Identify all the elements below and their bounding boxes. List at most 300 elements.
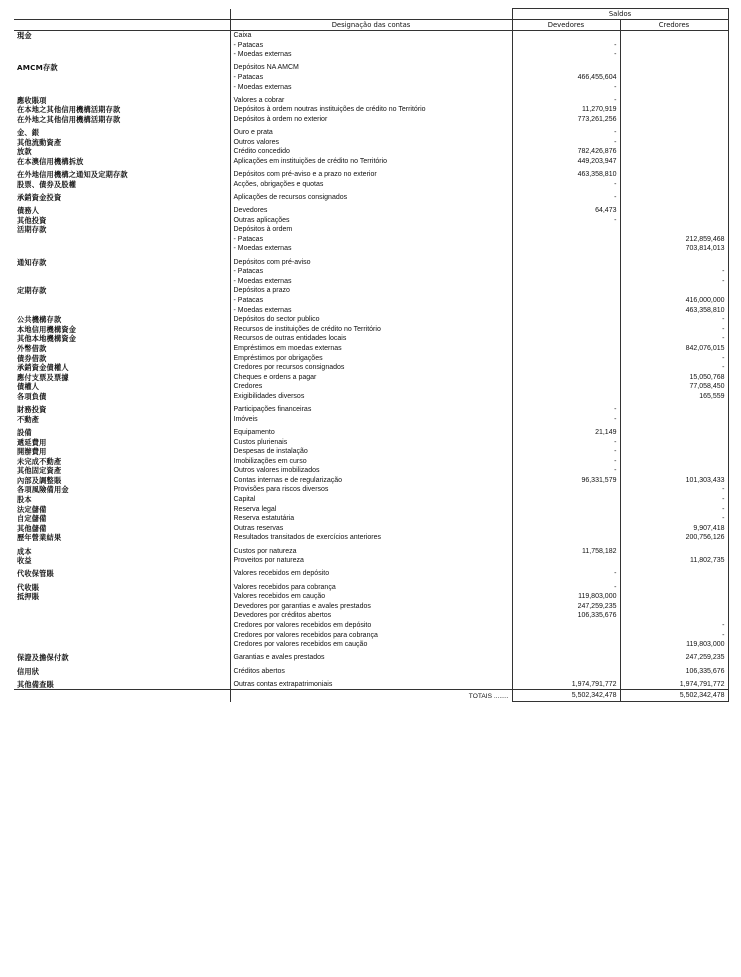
- account-name-zh: [14, 73, 230, 83]
- devedores-value: 64,473: [512, 206, 620, 216]
- account-name-zh: 外幣借款: [17, 343, 47, 353]
- account-name-pt: Recursos de instituições de crédito no Território: [230, 325, 512, 335]
- credores-value: [620, 438, 728, 448]
- devedores-value: 106,335,676: [512, 611, 620, 621]
- credores-value: 77,058,450: [620, 382, 728, 392]
- credores-value: [620, 41, 728, 51]
- devedores-value: [512, 354, 620, 364]
- credores-value: 416,000,000: [620, 296, 728, 306]
- devedores-value: [512, 334, 620, 344]
- account-name-pt: Capital: [230, 495, 512, 505]
- account-name-pt: Depósitos com pré-aviso: [230, 258, 512, 268]
- devedores-value: -: [512, 180, 620, 190]
- account-name-pt: Créditos abertos: [230, 667, 512, 677]
- account-name-pt: Crédito concedido: [230, 147, 512, 157]
- account-name-pt: - Patacas: [230, 41, 512, 51]
- credores-value: 119,803,000: [620, 640, 728, 650]
- account-name-pt: Aplicações de recursos consignados: [230, 193, 512, 203]
- account-name-pt: Credores por valores recebidos para cobrança: [230, 631, 512, 641]
- account-name-zh: 設備: [17, 427, 32, 437]
- account-name-zh: 債券借款: [17, 353, 47, 363]
- credores-value: [620, 428, 728, 438]
- devedores-value: [512, 315, 620, 325]
- account-name-pt: - Patacas: [230, 267, 512, 277]
- credores-value: 247,259,235: [620, 653, 728, 663]
- credores-header: Credores: [620, 20, 728, 31]
- credores-value: [620, 415, 728, 425]
- account-name-pt: Reserva estatutária: [230, 514, 512, 524]
- table-row: [14, 428, 728, 438]
- table-row: [14, 354, 728, 364]
- account-name-pt: Caixa: [230, 31, 512, 41]
- account-name-pt: Imóveis: [230, 415, 512, 425]
- account-name-zh: 未完成不動產: [17, 456, 62, 466]
- devedores-value: [512, 533, 620, 543]
- credores-value: [620, 286, 728, 296]
- devedores-value: [512, 485, 620, 495]
- account-name-pt: Credores por recursos consignados: [230, 363, 512, 373]
- devedores-value: -: [512, 405, 620, 415]
- table-row: [14, 170, 728, 180]
- table-row: [14, 96, 728, 106]
- account-name-zh: 其他備查賬: [17, 679, 54, 689]
- account-name-pt: - Moedas externas: [230, 83, 512, 93]
- account-name-zh: 代收賬: [17, 582, 40, 592]
- account-name-pt: Aplicações em instituições de crédito no Território: [230, 157, 512, 167]
- table-row: [14, 621, 728, 631]
- table-row: [14, 296, 728, 306]
- table-row: [14, 363, 728, 373]
- account-name-zh: 其他投資: [17, 215, 47, 225]
- account-name-pt: Depósitos à ordem no exterior: [230, 115, 512, 125]
- credores-value: [620, 73, 728, 83]
- account-name-pt: Despesas de instalação: [230, 447, 512, 457]
- table-row: [14, 476, 728, 486]
- credores-value: -: [620, 267, 728, 277]
- table-row: [14, 31, 728, 41]
- credores-value: 842,076,015: [620, 344, 728, 354]
- credores-value: 101,303,433: [620, 476, 728, 486]
- designacao-header: Designação das contas: [230, 20, 512, 31]
- credores-value: -: [620, 325, 728, 335]
- credores-value: [620, 569, 728, 579]
- account-name-zh: 抵押賬: [17, 592, 40, 602]
- credores-value: 15,050,768: [620, 373, 728, 383]
- table-row: [14, 438, 728, 448]
- table-row: [14, 505, 728, 515]
- account-name-zh: 代收保管賬: [17, 569, 54, 579]
- credores-value: [620, 128, 728, 138]
- devedores-value: -: [512, 216, 620, 226]
- credores-value: [620, 611, 728, 621]
- account-name-pt: Empréstimos por obrigações: [230, 354, 512, 364]
- account-name-zh: AMCM存款: [17, 63, 58, 73]
- account-name-zh: [14, 611, 230, 621]
- account-name-pt: Credores por valores recebidos em caução: [230, 640, 512, 650]
- credores-value: -: [620, 621, 728, 631]
- account-name-pt: Outros valores imobilizados: [230, 466, 512, 476]
- credores-value: -: [620, 334, 728, 344]
- account-name-zh: 承銷資金債權人: [17, 363, 69, 373]
- account-name-zh: [14, 631, 230, 641]
- devedores-value: [512, 31, 620, 41]
- table-row: [14, 193, 728, 203]
- table-row: [14, 405, 728, 415]
- table-row: [14, 115, 728, 125]
- account-name-pt: Depósitos do sector publico: [230, 315, 512, 325]
- credores-value: 200,756,126: [620, 533, 728, 543]
- devedores-value: [512, 286, 620, 296]
- credores-value: 463,358,810: [620, 306, 728, 316]
- credores-value: 165,559: [620, 392, 728, 402]
- credores-value: [620, 138, 728, 148]
- account-name-zh: [14, 621, 230, 631]
- account-name-zh: 各項風險備用金: [17, 485, 69, 495]
- account-name-zh: 活期存款: [17, 225, 47, 235]
- devedores-value: 247,259,235: [512, 602, 620, 612]
- account-name-pt: - Moedas externas: [230, 306, 512, 316]
- account-name-pt: Acções, obrigações e quotas: [230, 180, 512, 190]
- account-name-pt: Credores: [230, 382, 512, 392]
- devedores-value: [512, 556, 620, 566]
- account-name-pt: Custos plurienais: [230, 438, 512, 448]
- table-row: [14, 495, 728, 505]
- account-name-zh: [14, 235, 230, 245]
- credores-value: [620, 583, 728, 593]
- table-row: [14, 258, 728, 268]
- account-name-pt: Outros valores: [230, 138, 512, 148]
- account-name-zh: 信用狀: [17, 666, 40, 676]
- table-row: [14, 50, 728, 60]
- table-row: [14, 235, 728, 245]
- devedores-header: Devedores: [512, 20, 620, 31]
- devedores-value: -: [512, 457, 620, 467]
- table-row: [14, 147, 728, 157]
- account-name-zh: 收益: [17, 556, 32, 566]
- table-row: [14, 680, 728, 690]
- table-row: [14, 277, 728, 287]
- table-row: [14, 225, 728, 235]
- account-name-pt: Depósitos com pré-aviso e a prazo no exterior: [230, 170, 512, 180]
- account-name-pt: Contas internas e de regularização: [230, 476, 512, 486]
- account-name-pt: - Patacas: [230, 73, 512, 83]
- account-name-zh: 不動產: [17, 414, 40, 424]
- account-name-zh: 成本: [17, 546, 32, 556]
- account-name-pt: - Patacas: [230, 296, 512, 306]
- devedores-value: [512, 363, 620, 373]
- account-name-zh: 通知存款: [17, 257, 47, 267]
- account-name-zh: 應收賬項: [17, 95, 47, 105]
- account-name-zh: 內部及調整賬: [17, 475, 62, 485]
- credores-value: [620, 180, 728, 190]
- ledger-body: [14, 31, 728, 690]
- table-row: [14, 128, 728, 138]
- devedores-value: -: [512, 138, 620, 148]
- credores-value: [620, 193, 728, 203]
- devedores-value: -: [512, 583, 620, 593]
- account-name-zh: 債權人: [17, 382, 40, 392]
- account-name-pt: Devedores: [230, 206, 512, 216]
- totals-row: [14, 690, 728, 702]
- account-name-zh: 開辦費用: [17, 447, 47, 457]
- credores-value: [620, 115, 728, 125]
- table-row: [14, 267, 728, 277]
- account-name-pt: Valores recebidos em caução: [230, 592, 512, 602]
- credores-value: [620, 592, 728, 602]
- totals-devedores: 5,502,342,478: [512, 690, 620, 702]
- account-name-pt: - Moedas externas: [230, 244, 512, 254]
- account-name-zh: 在外地信用機構之通知及定期存款: [17, 170, 128, 180]
- saldos-header: Saldos: [512, 9, 728, 20]
- devedores-value: [512, 277, 620, 287]
- table-row: [14, 244, 728, 254]
- credores-value: -: [620, 354, 728, 364]
- account-name-zh: 保證及擔保付款: [17, 653, 69, 663]
- table-row: [14, 344, 728, 354]
- table-row: [14, 485, 728, 495]
- credores-value: [620, 105, 728, 115]
- devedores-value: 449,203,947: [512, 157, 620, 167]
- credores-value: [620, 96, 728, 106]
- devedores-value: -: [512, 466, 620, 476]
- account-name-zh: 其他本地機構資金: [17, 334, 77, 344]
- table-row: [14, 325, 728, 335]
- devedores-value: [512, 63, 620, 73]
- devedores-value: [512, 373, 620, 383]
- devedores-value: 466,455,604: [512, 73, 620, 83]
- devedores-value: [512, 524, 620, 534]
- credores-value: -: [620, 495, 728, 505]
- account-name-pt: Participações financeiras: [230, 405, 512, 415]
- account-name-pt: Devedores por créditos abertos: [230, 611, 512, 621]
- account-name-pt: Garantias e avales prestados: [230, 653, 512, 663]
- credores-value: [620, 170, 728, 180]
- table-row: [14, 415, 728, 425]
- table-row: [14, 105, 728, 115]
- table-row: [14, 392, 728, 402]
- credores-value: [620, 157, 728, 167]
- table-row: [14, 157, 728, 167]
- credores-value: [620, 63, 728, 73]
- account-name-zh: [14, 83, 230, 93]
- devedores-value: -: [512, 50, 620, 60]
- table-row: [14, 533, 728, 543]
- credores-value: [620, 31, 728, 41]
- devedores-value: -: [512, 83, 620, 93]
- table-row: [14, 602, 728, 612]
- credores-value: -: [620, 315, 728, 325]
- devedores-value: 773,261,256: [512, 115, 620, 125]
- account-name-zh: [14, 640, 230, 650]
- account-name-pt: Recursos de outras entidades locais: [230, 334, 512, 344]
- devedores-value: -: [512, 438, 620, 448]
- account-name-pt: - Moedas externas: [230, 277, 512, 287]
- account-name-pt: Credores por valores recebidos em depósito: [230, 621, 512, 631]
- credores-value: -: [620, 514, 728, 524]
- account-name-pt: Resultados transitados de exercícios anteriores: [230, 533, 512, 543]
- table-row: [14, 640, 728, 650]
- devedores-value: [512, 267, 620, 277]
- credores-value: [620, 447, 728, 457]
- credores-value: [620, 225, 728, 235]
- devedores-value: 1,974,791,772: [512, 680, 620, 690]
- table-row: [14, 216, 728, 226]
- table-row: [14, 41, 728, 51]
- account-name-pt: Depósitos a prazo: [230, 286, 512, 296]
- table-row: [14, 556, 728, 566]
- credores-value: [620, 405, 728, 415]
- devedores-value: [512, 653, 620, 663]
- devedores-value: [512, 667, 620, 677]
- account-name-zh: 自定儲備: [17, 514, 47, 524]
- account-name-pt: Depósitos à ordem noutras instituições de crédito no Território: [230, 105, 512, 115]
- account-name-zh: 現金: [17, 31, 32, 40]
- account-name-zh: 歷年營業結果: [17, 533, 62, 543]
- devedores-value: [512, 296, 620, 306]
- account-name-zh: [14, 244, 230, 254]
- table-row: [14, 138, 728, 148]
- credores-value: [620, 216, 728, 226]
- table-row: [14, 306, 728, 316]
- devedores-value: [512, 382, 620, 392]
- account-name-pt: Valores recebidos em depósito: [230, 569, 512, 579]
- devedores-value: -: [512, 415, 620, 425]
- table-row: [14, 569, 728, 579]
- account-name-zh: 應付支票及票據: [17, 372, 69, 382]
- table-row: [14, 73, 728, 83]
- account-name-zh: 其他固定資產: [17, 466, 62, 476]
- account-name-pt: Depósitos NA AMCM: [230, 63, 512, 73]
- table-row: [14, 631, 728, 641]
- devedores-value: -: [512, 128, 620, 138]
- account-name-pt: Depósitos à ordem: [230, 225, 512, 235]
- table-row: [14, 382, 728, 392]
- account-name-pt: Imobilizações em curso: [230, 457, 512, 467]
- account-name-pt: - Moedas externas: [230, 50, 512, 60]
- account-name-pt: Ouro e prata: [230, 128, 512, 138]
- credores-value: [620, 50, 728, 60]
- credores-value: [620, 206, 728, 216]
- totals-credores: 5,502,342,478: [620, 690, 728, 702]
- credores-value: [620, 83, 728, 93]
- devedores-value: [512, 495, 620, 505]
- account-name-pt: Custos por natureza: [230, 547, 512, 557]
- devedores-value: -: [512, 96, 620, 106]
- trial-balance-table: [14, 8, 729, 702]
- account-name-zh: 在外地之其他信用機構活期存款: [17, 114, 121, 124]
- table-row: [14, 514, 728, 524]
- credores-value: [620, 258, 728, 268]
- credores-value: [620, 466, 728, 476]
- account-name-pt: Reserva legal: [230, 505, 512, 515]
- devedores-value: 96,331,579: [512, 476, 620, 486]
- account-name-zh: 法定儲備: [17, 504, 47, 514]
- account-name-pt: Outras contas extrapatrimoniais: [230, 680, 512, 690]
- devedores-value: [512, 640, 620, 650]
- devedores-value: -: [512, 41, 620, 51]
- credores-value: 212,859,468: [620, 235, 728, 245]
- account-name-zh: 在本澳信用機構拆放: [17, 156, 84, 166]
- devedores-value: -: [512, 447, 620, 457]
- credores-value: [620, 602, 728, 612]
- account-name-zh: 各項負債: [17, 391, 47, 401]
- devedores-value: [512, 306, 620, 316]
- credores-value: 703,814,013: [620, 244, 728, 254]
- table-row: [14, 180, 728, 190]
- credores-value: [620, 457, 728, 467]
- account-name-zh: 其他儲備: [17, 523, 47, 533]
- account-name-zh: [14, 41, 230, 51]
- devedores-value: [512, 325, 620, 335]
- devedores-value: [512, 258, 620, 268]
- devedores-value: 782,426,876: [512, 147, 620, 157]
- table-row: [14, 583, 728, 593]
- account-name-zh: 股本: [17, 495, 32, 505]
- table-row: [14, 286, 728, 296]
- table-row: [14, 592, 728, 602]
- credores-value: 106,335,676: [620, 667, 728, 677]
- credores-value: 1,974,791,772: [620, 680, 728, 690]
- account-name-pt: Empréstimos em moedas externas: [230, 344, 512, 354]
- credores-value: -: [620, 277, 728, 287]
- table-row: [14, 447, 728, 457]
- table-row: [14, 524, 728, 534]
- devedores-value: 119,803,000: [512, 592, 620, 602]
- table-row: [14, 611, 728, 621]
- account-name-pt: Proveitos por natureza: [230, 556, 512, 566]
- account-name-pt: Valores a cobrar: [230, 96, 512, 106]
- table-row: [14, 315, 728, 325]
- table-row: [14, 373, 728, 383]
- devedores-value: [512, 344, 620, 354]
- account-name-zh: 債務人: [17, 206, 40, 216]
- devedores-value: [512, 225, 620, 235]
- credores-value: -: [620, 363, 728, 373]
- devedores-value: 463,358,810: [512, 170, 620, 180]
- devedores-value: [512, 505, 620, 515]
- account-name-pt: Exigibilidades diversos: [230, 392, 512, 402]
- credores-value: [620, 147, 728, 157]
- table-row: [14, 547, 728, 557]
- devedores-value: [512, 392, 620, 402]
- account-name-zh: 其他流動資產: [17, 137, 62, 147]
- account-name-zh: 本地信用機構資金: [17, 324, 77, 334]
- account-name-pt: Equipamento: [230, 428, 512, 438]
- account-name-zh: [14, 306, 230, 316]
- account-name-zh: [14, 296, 230, 306]
- account-name-zh: 遞延費用: [17, 437, 47, 447]
- credores-value: -: [620, 631, 728, 641]
- account-name-pt: Valores recebidos para cobrança: [230, 583, 512, 593]
- account-name-zh: 在本地之其他信用機構活期存款: [17, 105, 121, 115]
- account-name-pt: Cheques e ordens a pagar: [230, 373, 512, 383]
- table-row: [14, 653, 728, 663]
- table-row: [14, 63, 728, 73]
- credores-value: -: [620, 485, 728, 495]
- credores-value: 11,802,735: [620, 556, 728, 566]
- devedores-value: [512, 235, 620, 245]
- devedores-value: 11,758,182: [512, 547, 620, 557]
- account-name-zh: 定期存款: [17, 286, 47, 296]
- devedores-value: [512, 514, 620, 524]
- devedores-value: 11,270,919: [512, 105, 620, 115]
- devedores-value: -: [512, 569, 620, 579]
- account-name-zh: 股票、債券及股權: [17, 179, 77, 189]
- table-row: [14, 334, 728, 344]
- account-name-pt: Outras reservas: [230, 524, 512, 534]
- account-name-zh: [14, 277, 230, 287]
- totals-label: TOTAIS ........: [230, 690, 512, 702]
